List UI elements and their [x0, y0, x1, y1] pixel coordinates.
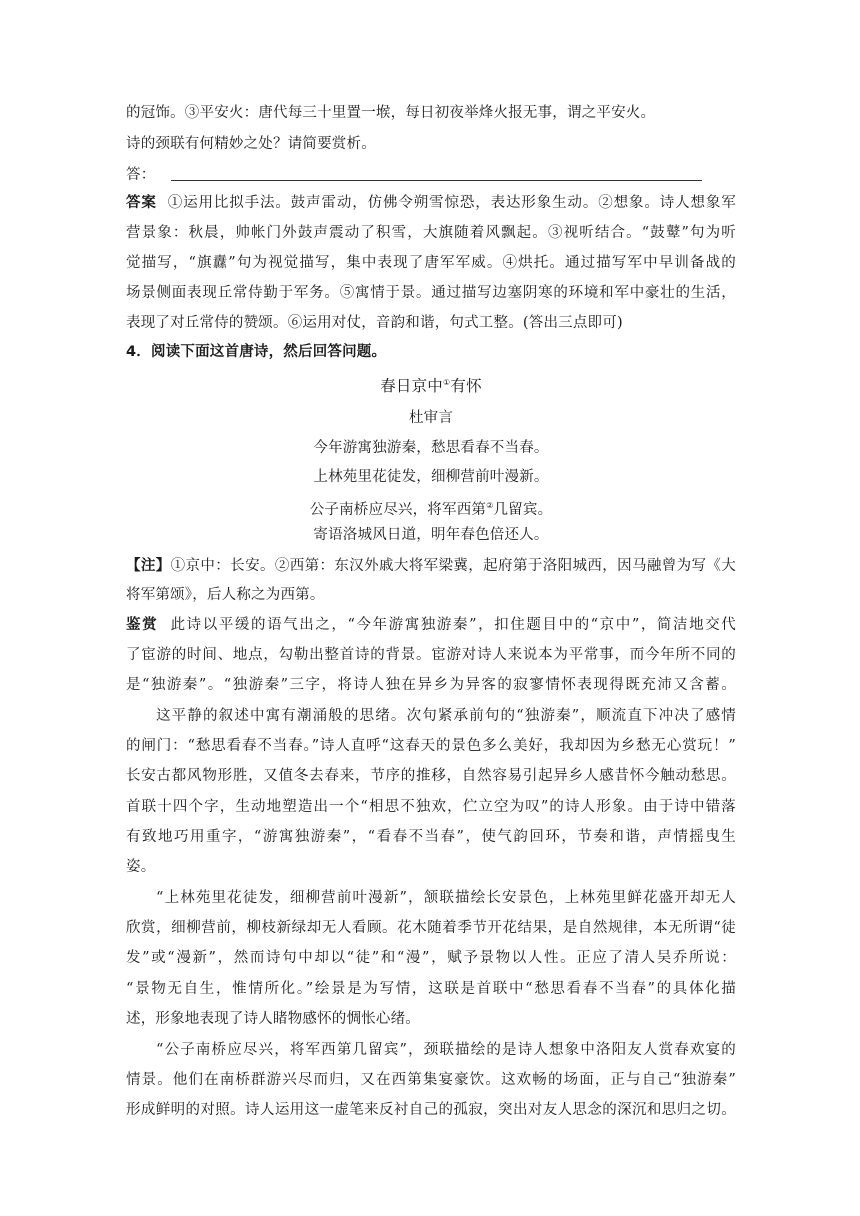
paragraph-4-line-1: “公子南桥应尽兴，将军西第几留宾”，颈联描绘的是诗人想象中洛阳友人赏春欢宴的	[156, 1042, 736, 1058]
appreciation-text-1: 此诗以平缓的语气出之，“今年游寓独游秦”，扣住题目中的“京中”，简洁地交代	[170, 617, 736, 633]
poem-line-3	[126, 496, 736, 520]
poem-title-footnote-mark: ①	[443, 378, 451, 387]
appreciation-line-1	[126, 615, 736, 635]
answer-prompt: 答：	[126, 167, 156, 183]
poem-title	[126, 373, 736, 396]
poem-line-4: 寄语洛城风日道，明年春色倍还人。	[313, 527, 549, 543]
paragraph-3-line-4: “景物无自生，惟情所化。”绘景是为写情，这联是首联中“愁思看春不当春”的具体化描	[126, 981, 736, 997]
paragraph-2-line-1: 这平静的叙述中寓有潮涌般的思绪。次句紧承前句的“独游秦”，顺流直下冲决了感情	[156, 708, 736, 724]
question-text: 诗的颈联有何精妙之处？请简要赏析。	[126, 136, 376, 152]
appreciation-line-2: 了宦游的时间、地点，勾勒出整首诗的背景。宦游对诗人来说本为平常事，而今年所不同的	[126, 647, 736, 663]
note-continuation: 的冠饰。③平安火：唐代每三十里置一堠，每日初夜举烽火报无事，谓之平安火。	[126, 105, 656, 121]
paragraph-3-line-3: 发”或“漫新”，然而诗句中却以“徒”和“漫”，赋予景物以人性。正应了清人吴乔所说：	[126, 950, 736, 966]
paragraph-3-line-5: 述，形象地表现了诗人睹物感怀的惆怅心绪。	[126, 1011, 420, 1027]
question-4-heading: 4．阅读下面这首唐诗，然后回答问题。	[126, 344, 387, 360]
paragraph-3-line-1: “上林苑里花徒发，细柳营前叶漫新”，颔联描绘长安景色，上林苑里鲜花盛开却无人	[156, 890, 736, 906]
note-line-2: 将军第颂》，后人称之为西第。	[126, 587, 325, 603]
poem-title-main: 春日京中	[380, 377, 444, 395]
paragraph-2-line-4: 首联十四个字，生动地塑造出一个“相思不独欢，伫立空为叹”的诗人形象。由于诗中错落	[126, 799, 736, 815]
poem-line-3-part-a: 公子南桥应尽兴，将军西第	[309, 502, 487, 518]
note-label: 【注】	[126, 558, 171, 574]
answer-line-4: 场景侧面表现丘常侍勤于军务。⑤寓情于景。通过描写边塞阴寒的环境和军中豪壮的生活，	[126, 285, 736, 301]
note-line-1	[126, 556, 736, 576]
paragraph-4-line-2: 情景。他们在南桥群游兴尽而归，又在西第集宴豪饮。这欢畅的场面，正与自己“独游秦”	[126, 1072, 736, 1088]
paragraph-2-line-3: 长安古都风物形胜，又值冬去春来，节序的推移，自然容易引起异乡人感昔怀今触动愁思。	[126, 768, 736, 784]
poem-line-1: 今年游寓独游秦，愁思看春不当春。	[313, 440, 549, 456]
poem-line-3-footnote-mark: ②	[486, 501, 494, 510]
answer-label: 答案	[126, 195, 157, 211]
paragraph-2-line-5: 有致地巧用重字，“游寓独游秦”，“看春不当春”，使气韵回环，节奏和谐，声情摇曳生	[126, 829, 736, 845]
paragraph-2-line-2: 的闸门：“愁思看春不当春。”诗人直呼“这春天的景色多么美好，我却因为乡愁无心赏玩！”	[126, 738, 736, 754]
poem-author: 杜审言	[408, 410, 454, 426]
answer-text-1: ①运用比拟手法。鼓声雷动，仿佛令朔雪惊恐，表达形象生动。②想象。诗人想象军	[167, 195, 737, 211]
paragraph-4-line-3: 形成鲜明的对照。诗人运用这一虚笔来反衬自己的孤寂，突出对友人思念的深沉和思归之切。	[126, 1102, 736, 1118]
answer-blank-line	[171, 180, 702, 181]
note-text-1: ①京中：长安。②西第：东汉外戚大将军梁冀，起府第于洛阳城西，因马融曾为写《大	[170, 558, 736, 574]
poem-line-3-part-b: 几留宾。	[493, 502, 553, 518]
poem-title-end: 有怀	[450, 377, 482, 395]
poem-line-2: 上林苑里花徒发，细柳营前叶漫新。	[313, 469, 549, 485]
answer-line-2: 营景象：秋晨，帅帐门外鼓声震动了积雪，大旗随着风飘起。③视听结合。“鼓鼙”句为听	[126, 225, 736, 241]
answer-line-3: 觉描写，“旗纛”句为视觉描写，集中表现了唐军军威。④烘托。通过描写军中早训备战的	[126, 255, 736, 271]
answer-line-1	[126, 193, 736, 213]
appreciation-line-3: 是“独游秦”。“独游秦”三字，将诗人独在异乡为异客的寂寥情怀表现得既充沛又含蓄。	[126, 677, 736, 693]
answer-line-5: 表现了对丘常侍的赞颂。⑥运用对仗，音韵和谐，句式工整。(答出三点即可)	[126, 315, 623, 331]
paragraph-2-line-6: 姿。	[126, 859, 156, 875]
appreciation-label: 鉴赏	[126, 617, 159, 633]
paragraph-3-line-2: 欣赏，细柳营前，柳枝新绿却无人看顾。花木随着季节开花结果，是自然规律，本无所谓“徒	[126, 920, 736, 936]
